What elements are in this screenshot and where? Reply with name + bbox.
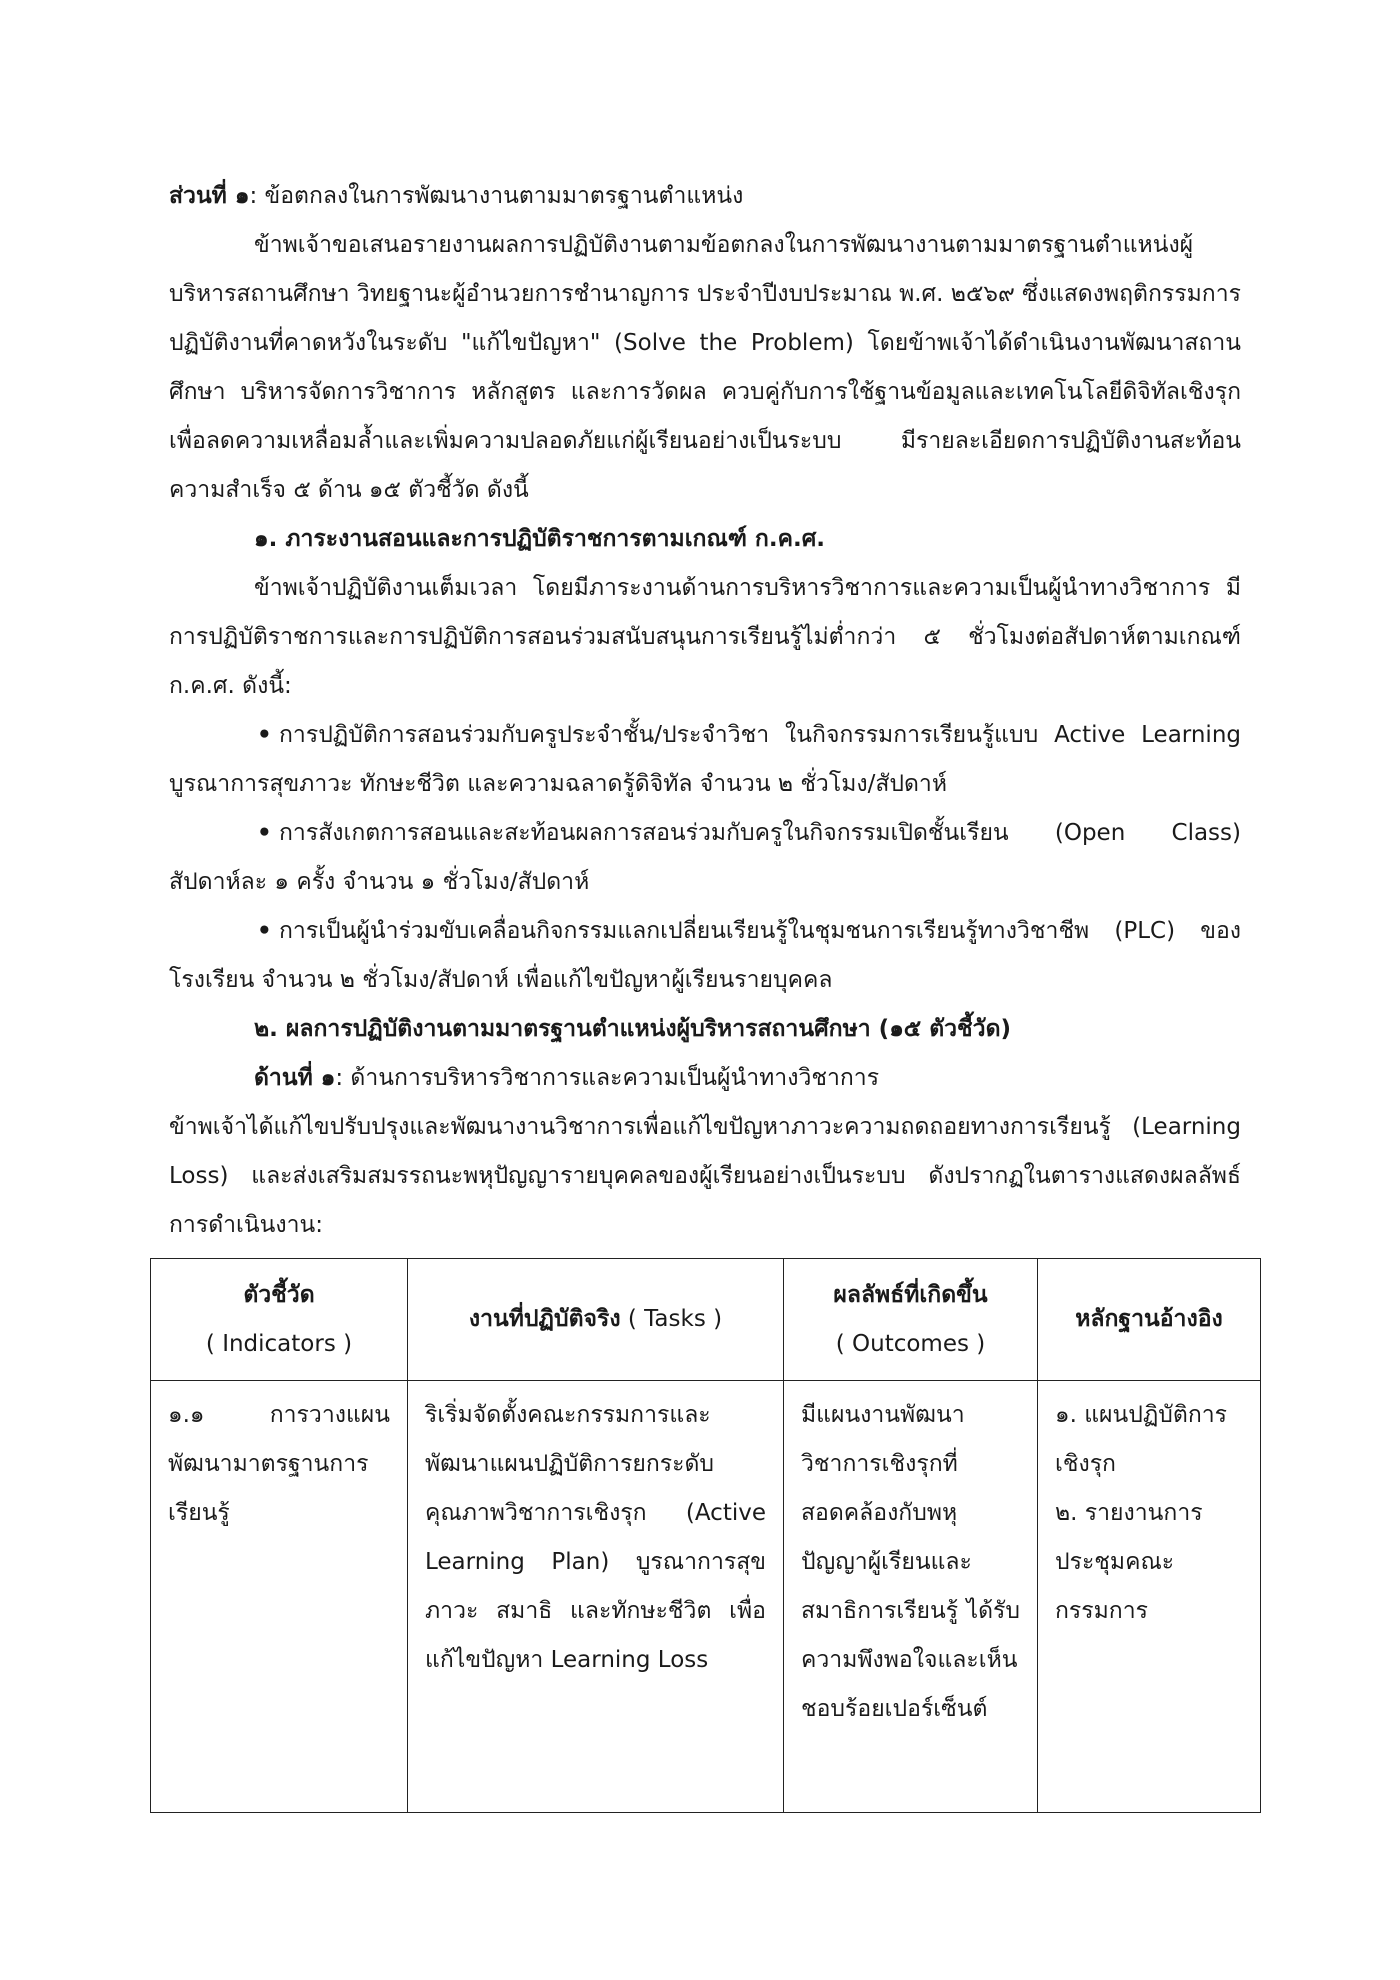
bullet-text: การเป็นผู้นำร่วมขับเคลื่อนกิจกรรมแลกเปลี่ยนเรียนรู้ในชุมชนการเรียนรู้ทางวิชาชีพ (PLC) ของโรงเรียน จำนวน ๒ ชั่วโมง/สัปดาห์ เพื่อแก้ไขปัญหาผู้เรียนรายบุคคล (169, 918, 1241, 993)
bullet-text: การสังเกตการสอนและสะท้อนผลการสอนร่วมกับครูในกิจกรรมเปิดชั้นเรียน (Open Class) สัปดาห์ละ ๑ ครั้ง จำนวน ๑ ชั่วโมง/สัปดาห์ (169, 820, 1241, 895)
bullet-text: การปฏิบัติการสอนร่วมกับครูประจำชั้น/ประจำวิชา ในกิจกรรมการเรียนรู้แบบ Active Learning บูรณาการสุขภาวะ ทักษะชีวิต และความฉลาดรู้ดิจิทัล จำนวน ๒ ชั่วโมง/สัปดาห์ (169, 722, 1241, 797)
header-tasks (408, 1259, 784, 1381)
header-outcomes (784, 1259, 1038, 1381)
header-indicators (151, 1259, 408, 1381)
header-outcomes-en: ( Outcomes ) (835, 1330, 986, 1357)
part1-bullet-item (169, 711, 1241, 809)
intro-paragraph: ข้าพเจ้าขอเสนอรายงานผลการปฏิบัติงานตามข้อตกลงในการพัฒนางานตามมาตรฐานตำแหน่งผู้บริหารสถานศึกษา วิทยฐานะผู้อำนวยการชำนาญการ ประจำปีงบประมาณ พ.ศ. ๒๕๖๙ ซึ่งแสดงพฤติกรรมการปฏิบัติงานที่คาดหวังในระดับ "แก้ไขปัญหา" (Solve the Problem) โดยข้าพเจ้าได้ดำเนินงานพัฒนาสถานศึกษา บริหารจัดการวิชาการ หลักสูตร และการวัดผล ควบคู่กับการใช้ฐานข้อมูลและเทคโนโลยีดิจิทัลเชิงรุกเพื่อลดความเหลื่อมล้ำและเพิ่มความปลอดภัยแก่ผู้เรียนอย่างเป็นระบบ มีรายละเอียดการปฏิบัติงานสะท้อนความสำเร็จ ๕ ด้าน ๑๕ ตัวชี้วัด ดังนี้ (169, 232, 1241, 503)
part1-bullet-item (169, 907, 1241, 1005)
area-title: : ด้านการบริหารวิชาการและความเป็นผู้นำทางวิชาการ (335, 1065, 880, 1091)
part2-paragraph: ข้าพเจ้าได้แก้ไขปรับปรุงและพัฒนางานวิชาการเพื่อแก้ไขปัญหาภาวะความถดถอยทางการเรียนรู้ (Learning Loss) และส่งเสริมสมรรถนะพหุปัญญารายบุคคลของผู้เรียนอย่างเป็นระบบ ดังปรากฏในตารางแสดงผลลัพธ์การดำเนินงาน: (169, 1114, 1241, 1238)
section-label: ส่วนที่ ๑ (169, 183, 250, 209)
cell-outcomes: มีแผนงานพัฒนาวิชาการเชิงรุกที่สอดคล้องกับพหุปัญญาผู้เรียนและสมาธิการเรียนรู้ ได้รับความพึงพอใจและเห็นชอบร้อยเปอร์เซ็นต์ (784, 1381, 1038, 1813)
bullet-icon: • (257, 820, 272, 846)
cell-indicator: ๑.๑ การวางแผนพัฒนามาตรฐานการเรียนรู้ (151, 1381, 408, 1813)
header-evidence-th: หลักฐานอ้างอิง (1075, 1306, 1223, 1332)
header-indicators-en: ( Indicators ) (205, 1330, 353, 1357)
bullet-icon: • (257, 918, 272, 944)
header-tasks-th: งานที่ปฏิบัติจริง (468, 1306, 621, 1332)
part1-bullet-item (169, 809, 1241, 907)
header-outcomes-th: ผลลัพธ์ที่เกิดขึ้น (833, 1281, 988, 1308)
section-title: : ข้อตกลงในการพัฒนางานตามมาตรฐานตำแหน่ง (249, 183, 744, 209)
results-table (150, 1258, 1261, 1813)
evidence-item: ๑. แผนปฏิบัติการเชิงรุก (1055, 1402, 1228, 1477)
header-evidence (1038, 1259, 1261, 1381)
area-label: ด้านที่ ๑ (254, 1065, 336, 1091)
table-header-row (151, 1259, 1261, 1381)
cell-evidence (1038, 1381, 1261, 1813)
part2-heading: ๒. ผลการปฏิบัติงานตามมาตรฐานตำแหน่งผู้บริหารสถานศึกษา (๑๕ ตัวชี้วัด) (254, 1016, 1012, 1042)
part1-heading: ๑. ภาระงานสอนและการปฏิบัติราชการตามเกณฑ์ ก.ค.ศ. (254, 526, 826, 552)
table-row (151, 1381, 1261, 1813)
document-body (169, 172, 1241, 1813)
evidence-item: ๒. รายงานการประชุมคณะกรรมการ (1055, 1500, 1203, 1624)
bullet-icon: • (257, 722, 272, 748)
section-title-line (169, 172, 1241, 221)
area-title-line (169, 1054, 1241, 1103)
header-indicators-th: ตัวชี้วัด (243, 1281, 315, 1308)
header-tasks-en: ( Tasks ) (627, 1306, 723, 1332)
cell-tasks: ริเริ่มจัดตั้งคณะกรรมการและพัฒนาแผนปฏิบัติการยกระดับคุณภาพวิชาการเชิงรุก (Active Learning Plan) บูรณาการสุขภาวะ สมาธิ และทักษะชีวิต เพื่อแก้ไขปัญหา Learning Loss (408, 1381, 784, 1813)
part1-paragraph: ข้าพเจ้าปฏิบัติงานเต็มเวลา โดยมีภาระงานด้านการบริหารวิชาการและความเป็นผู้นำทางวิชาการ มีการปฏิบัติราชการและการปฏิบัติการสอนร่วมสนับสนุนการเรียนรู้ไม่ต่ำกว่า ๕ ชั่วโมงต่อสัปดาห์ตามเกณฑ์ ก.ค.ศ. ดังนี้: (169, 575, 1241, 699)
